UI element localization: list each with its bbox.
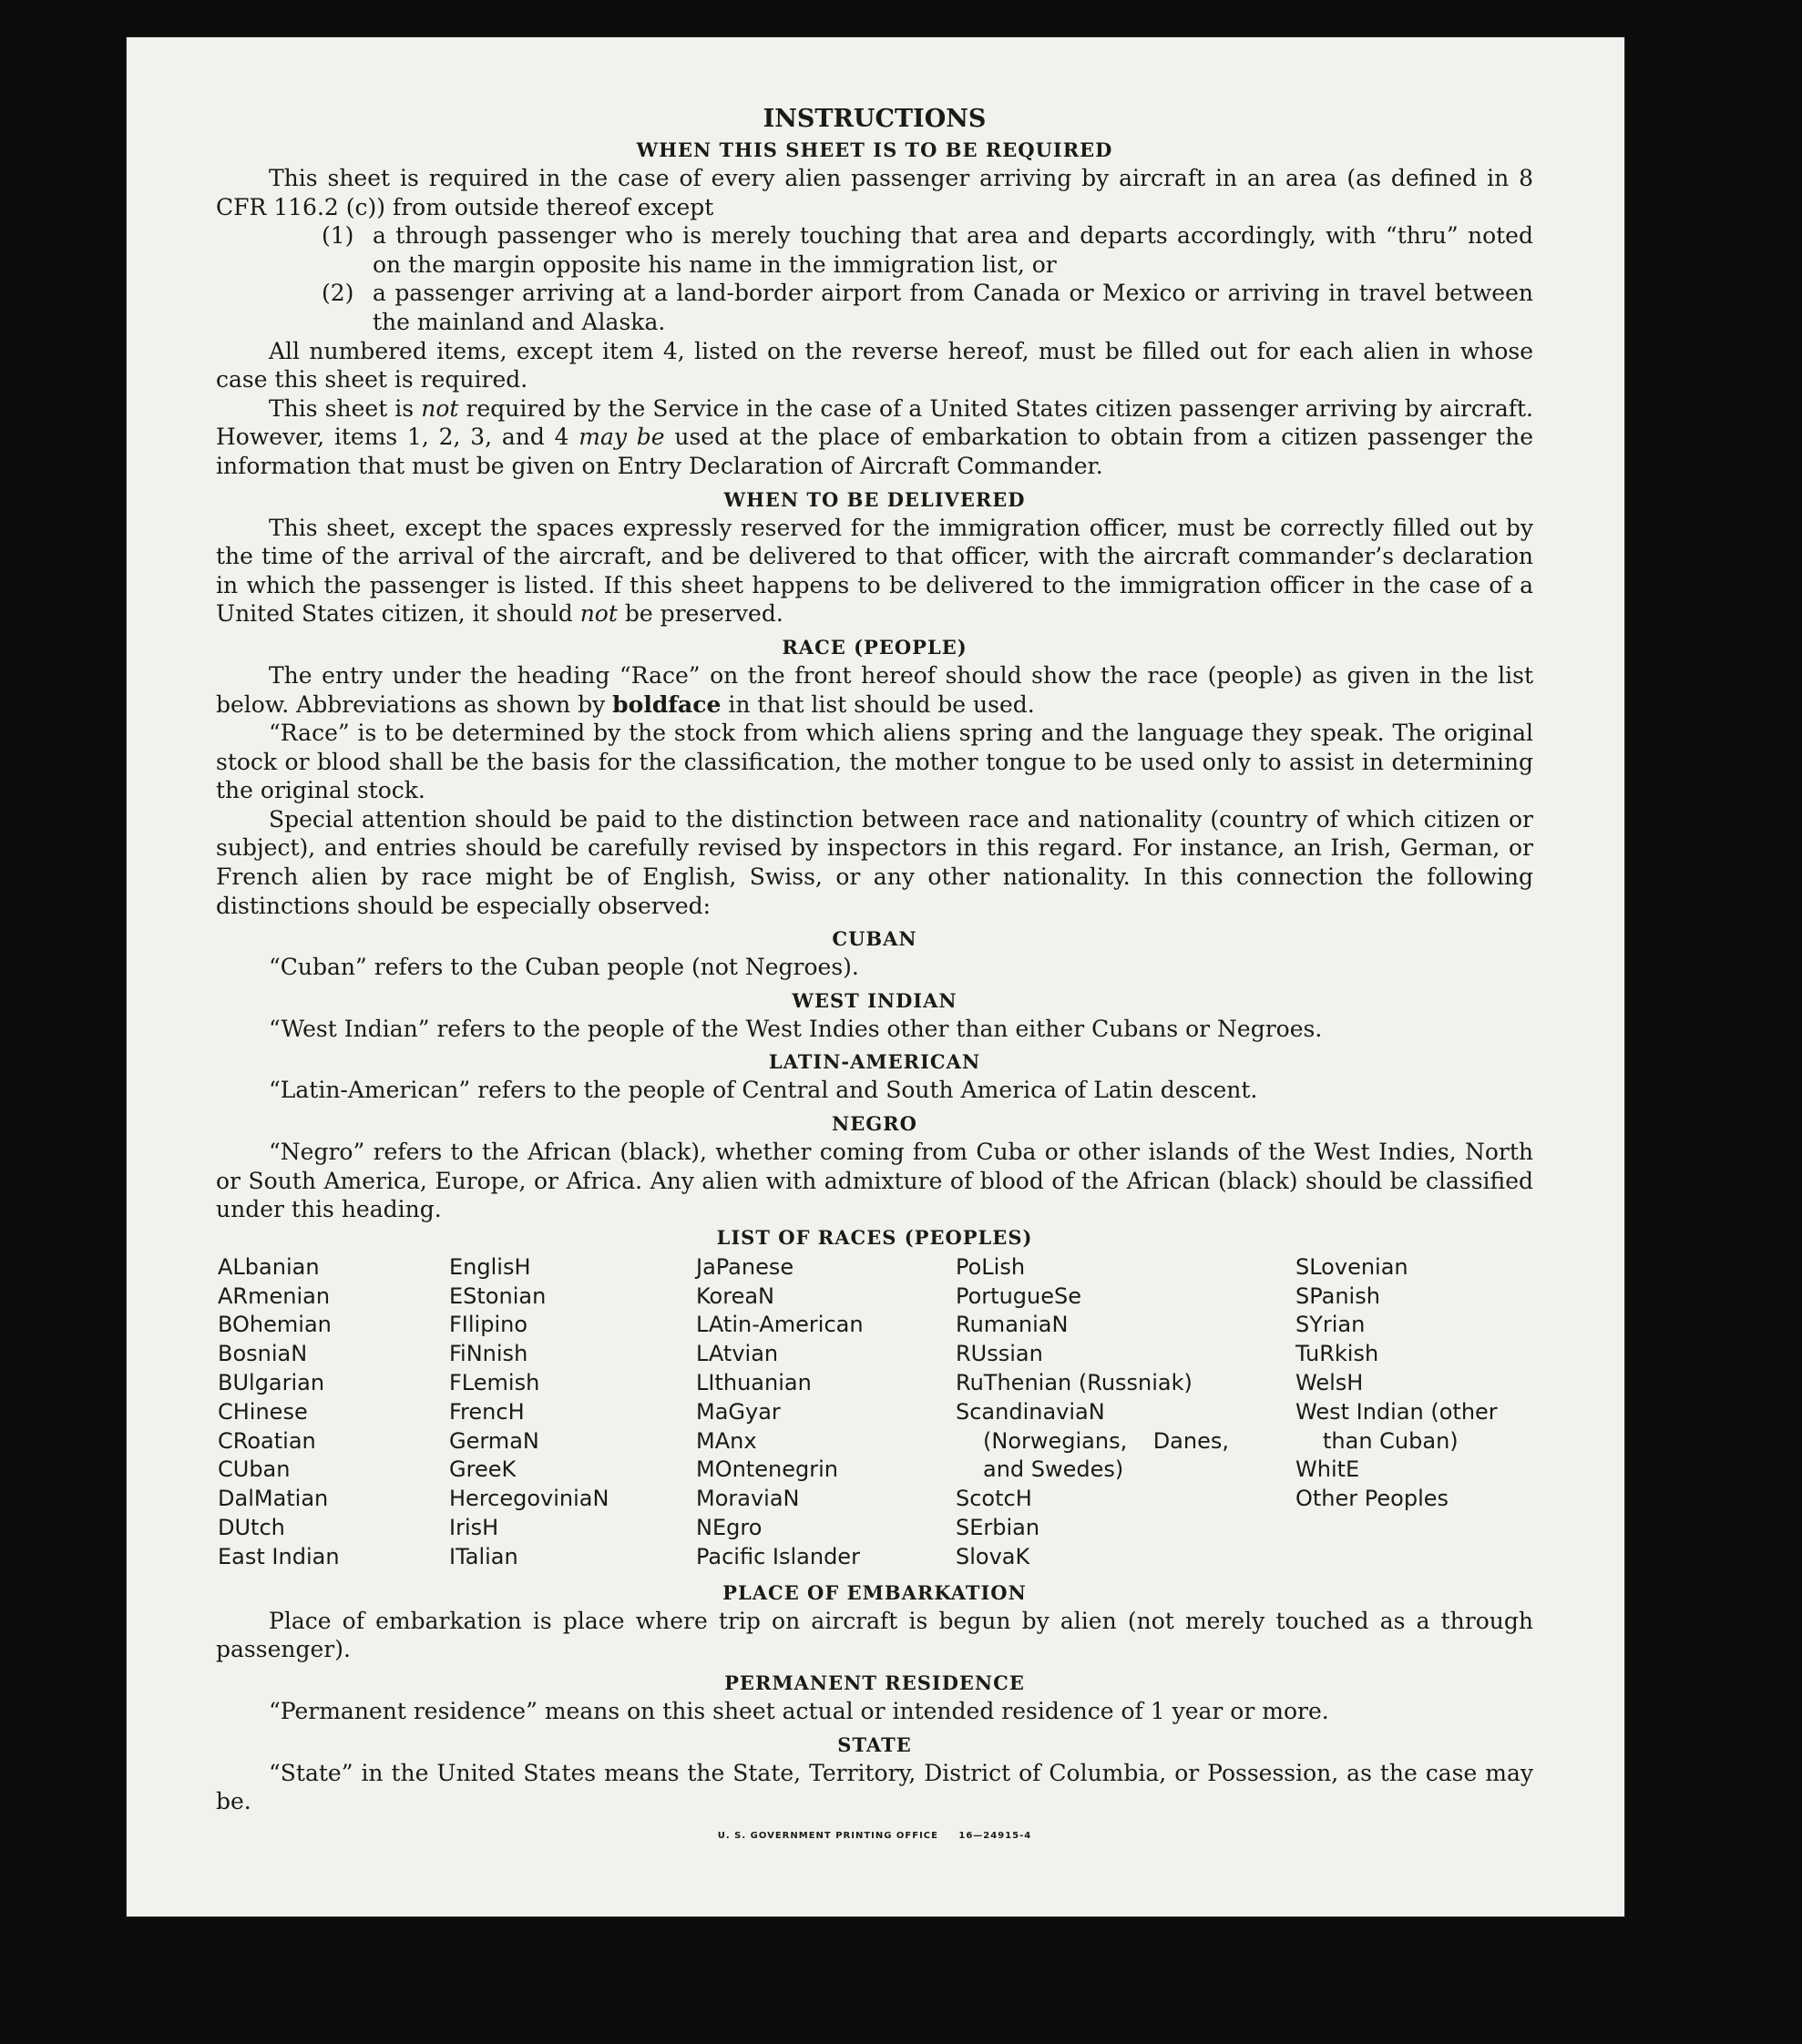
paragraph-delivery xyxy=(216,514,1533,629)
document-page xyxy=(126,36,1625,1917)
race-entry: LIthuanian xyxy=(696,1370,812,1395)
race-entry: KoreaN xyxy=(696,1283,774,1309)
race-entry: CUban xyxy=(218,1456,291,1483)
exception-item-1 xyxy=(322,221,1533,279)
race-column-3 xyxy=(696,1253,864,1572)
race-entry: FiNnish xyxy=(449,1341,528,1367)
exception-number: (1) xyxy=(322,222,354,250)
race-entry: BUlgarian xyxy=(218,1370,325,1395)
race-column-2 xyxy=(449,1253,609,1572)
race-entry: Other Peoples xyxy=(1295,1486,1449,1512)
race-entry: PoLish xyxy=(956,1253,1026,1280)
race-text-part: in that list should be used. xyxy=(728,690,1035,718)
delivery-text-part: This sheet, except the spaces expressly reserved for the immigration officer, must be correctly filled out by the time of the arrival of the aircraft, and be delivered to that officer, with the aircraft commander’s declaration in which the passenger is listed. If this sheet happens to be delivered to the immigration officer in the case of a United States citizen, it should xyxy=(216,514,1533,628)
race-entry: GreeK xyxy=(449,1456,517,1483)
paragraph-negro: “Negro” refers to the African (black), whether coming from Cuba or other islands of the West Indies, North or South America, Europe, or Africa. Any alien with admixture of blood of the African (black) should be classified under this heading. xyxy=(216,1139,1533,1223)
race-entry: JaPanese xyxy=(696,1253,794,1280)
emphasis-may-be: may be xyxy=(578,424,665,451)
citizen-text-part: This sheet is xyxy=(269,394,415,422)
race-column-4 xyxy=(956,1253,1229,1572)
race-entry: RUssian xyxy=(956,1341,1043,1367)
paragraph-race-determination: “Race” is to be determined by the stock from which aliens spring and the language they speak. The original stock or blood shall be the basis for the classification, the mother tongue to be used only to assist in determining the original stock. xyxy=(216,720,1533,804)
race-entry: IrisH xyxy=(449,1514,499,1540)
race-entry: CRoatian xyxy=(218,1427,316,1454)
section-heading-when-required: WHEN THIS SHEET IS TO BE REQUIRED xyxy=(636,138,1113,161)
race-entry: EnglisH xyxy=(449,1253,531,1280)
race-entry: MOntenegrin xyxy=(696,1456,838,1483)
race-entry: DUtch xyxy=(218,1514,285,1540)
race-entry: TuRkish xyxy=(1295,1341,1379,1367)
section-heading-latin-american: LATIN-AMERICAN xyxy=(768,1050,981,1074)
race-entry: WelsH xyxy=(1295,1370,1364,1395)
race-entry: HercegoviniaN xyxy=(449,1486,609,1512)
section-heading-race: RACE (PEOPLE) xyxy=(782,635,968,659)
paragraph-state: “State” in the United States means the State, Territory, District of Columbia, or Possession, as the case may be. xyxy=(216,1759,1533,1815)
race-entry: SLovenian xyxy=(1295,1253,1408,1280)
citizen-text-part: used at the place of embarkation to obtain from a citizen passenger the information that must be given on Entry Declaration of Aircraft Commander. xyxy=(216,424,1533,479)
race-entry: LAtvian xyxy=(696,1341,779,1367)
race-entry: CHinese xyxy=(218,1398,308,1425)
paragraph-required-intro: This sheet is required in the case of every alien passenger arriving by aircraft in an area (as defined in 8 CFR 116.2 (c)) from outside thereof except xyxy=(216,165,1533,220)
emphasis-not: not xyxy=(579,600,618,628)
race-entry: GermaN xyxy=(449,1427,539,1454)
exception-text: a through passenger who is merely touching that area and departs accordingly, with “thru” noted on the margin opposite his name in the immigration list, or xyxy=(373,222,1533,278)
race-entry: RuThenian (Russniak) xyxy=(956,1370,1193,1395)
paragraph-cuban: “Cuban” refers to the Cuban people (not Negroes). xyxy=(269,954,859,981)
race-entry: PortugueSe xyxy=(956,1283,1081,1309)
paragraph-embarkation: Place of embarkation is place where trip on aircraft is begun by alien (not merely touched as a through passenger). xyxy=(216,1607,1533,1663)
race-entry: MAnx xyxy=(696,1427,757,1454)
page-title: INSTRUCTIONS xyxy=(763,105,987,133)
race-entry: Pacific Islander xyxy=(696,1543,860,1569)
race-entry: SlovaK xyxy=(956,1543,1030,1569)
emphasis-not: not xyxy=(421,394,459,422)
section-heading-list-of-races: LIST OF RACES (PEOPLES) xyxy=(716,1225,1033,1249)
delivery-text-part: be preserved. xyxy=(624,600,783,628)
section-heading-embarkation: PLACE OF EMBARKATION xyxy=(722,1580,1027,1604)
race-entry: ScandinaviaN (Norwegians, Danes, and Swedes) xyxy=(956,1398,1229,1483)
race-column-1 xyxy=(218,1253,340,1572)
race-entry: LAtin-American xyxy=(696,1312,864,1338)
race-entry: WhitE xyxy=(1295,1456,1360,1483)
race-entry: EStonian xyxy=(449,1283,547,1309)
emphasis-boldface: boldface xyxy=(612,690,722,718)
race-entry: SPanish xyxy=(1295,1283,1380,1309)
section-heading-cuban: CUBAN xyxy=(832,927,917,951)
race-entry: DalMatian xyxy=(218,1486,329,1512)
race-entry: FrencH xyxy=(449,1398,525,1425)
paragraph-citizen xyxy=(216,394,1533,481)
exception-item-2 xyxy=(322,279,1533,336)
race-entry: East Indian xyxy=(218,1543,340,1569)
paragraph-numbered-items: All numbered items, except item 4, listed on the reverse hereof, must be filled out for each alien in whose case this sheet is required. xyxy=(216,337,1533,393)
race-entry: SErbian xyxy=(956,1514,1040,1540)
citizen-text-part: required by the Service in the case of a United States citizen passenger arriving by aircraft. However, items 1, 2, 3, and 4 xyxy=(216,394,1533,451)
section-heading-residence: PERMANENT RESIDENCE xyxy=(724,1671,1025,1694)
paragraph-residence: “Permanent residence” means on this sheet actual or intended residence of 1 year or more. xyxy=(269,1698,1329,1724)
race-entry: BOhemian xyxy=(218,1312,332,1338)
race-entry: ScotcH xyxy=(956,1486,1032,1512)
exception-text: a passenger arriving at a land-border airport from Canada or Mexico or arriving in travel between the mainland and Alaska. xyxy=(373,280,1533,335)
exception-number: (2) xyxy=(322,280,354,307)
paragraph-west-indian: “West Indian” refers to the people of the West Indies other than either Cubans or Negroes. xyxy=(269,1015,1323,1042)
race-entry: ARmenian xyxy=(218,1283,331,1309)
race-entry: RumaniaN xyxy=(956,1312,1069,1338)
race-text-part: The entry under the heading “Race” on the front hereof should show the race (people) as given in the list below. Abbreviations as shown by xyxy=(216,661,1533,718)
paragraph-latin-american: “Latin-American” refers to the people of Central and South America of Latin descent. xyxy=(269,1077,1258,1104)
section-heading-state: STATE xyxy=(837,1732,912,1756)
race-entry: BosniaN xyxy=(218,1341,308,1367)
section-heading-negro: NEGRO xyxy=(832,1112,917,1136)
race-entry: MoraviaN xyxy=(696,1486,800,1512)
race-entry: FLemish xyxy=(449,1370,540,1395)
race-entry: MaGyar xyxy=(696,1398,781,1425)
race-entry: NEgro xyxy=(696,1514,763,1540)
race-entry: ALbanian xyxy=(218,1253,320,1280)
paragraph-race-nationality: Special attention should be paid to the distinction between race and nationality (country of which citizen or subject), and entries should be carefully revised by inspectors in this regard. For instance, an Irish, German, or French alien by race might be of English, Swiss, or any other nationality. In this connection the following distinctions should be especially observed: xyxy=(216,805,1533,919)
race-entry: West Indian (other than Cuban) xyxy=(1295,1398,1498,1454)
race-list xyxy=(216,1253,1533,1574)
race-entry: FIlipino xyxy=(449,1312,528,1338)
section-heading-west-indian: WEST INDIAN xyxy=(792,988,957,1012)
paragraph-race-entry xyxy=(216,661,1533,719)
race-entry: ITalian xyxy=(449,1543,518,1569)
printing-office-footer: U. S. GOVERNMENT PRINTING OFFICE 16—24915-4 xyxy=(717,1830,1032,1841)
race-entry: SYrian xyxy=(1295,1312,1366,1338)
section-heading-when-delivered: WHEN TO BE DELIVERED xyxy=(723,487,1026,511)
race-column-5 xyxy=(1295,1253,1534,1514)
instructions-text xyxy=(216,104,1533,1850)
